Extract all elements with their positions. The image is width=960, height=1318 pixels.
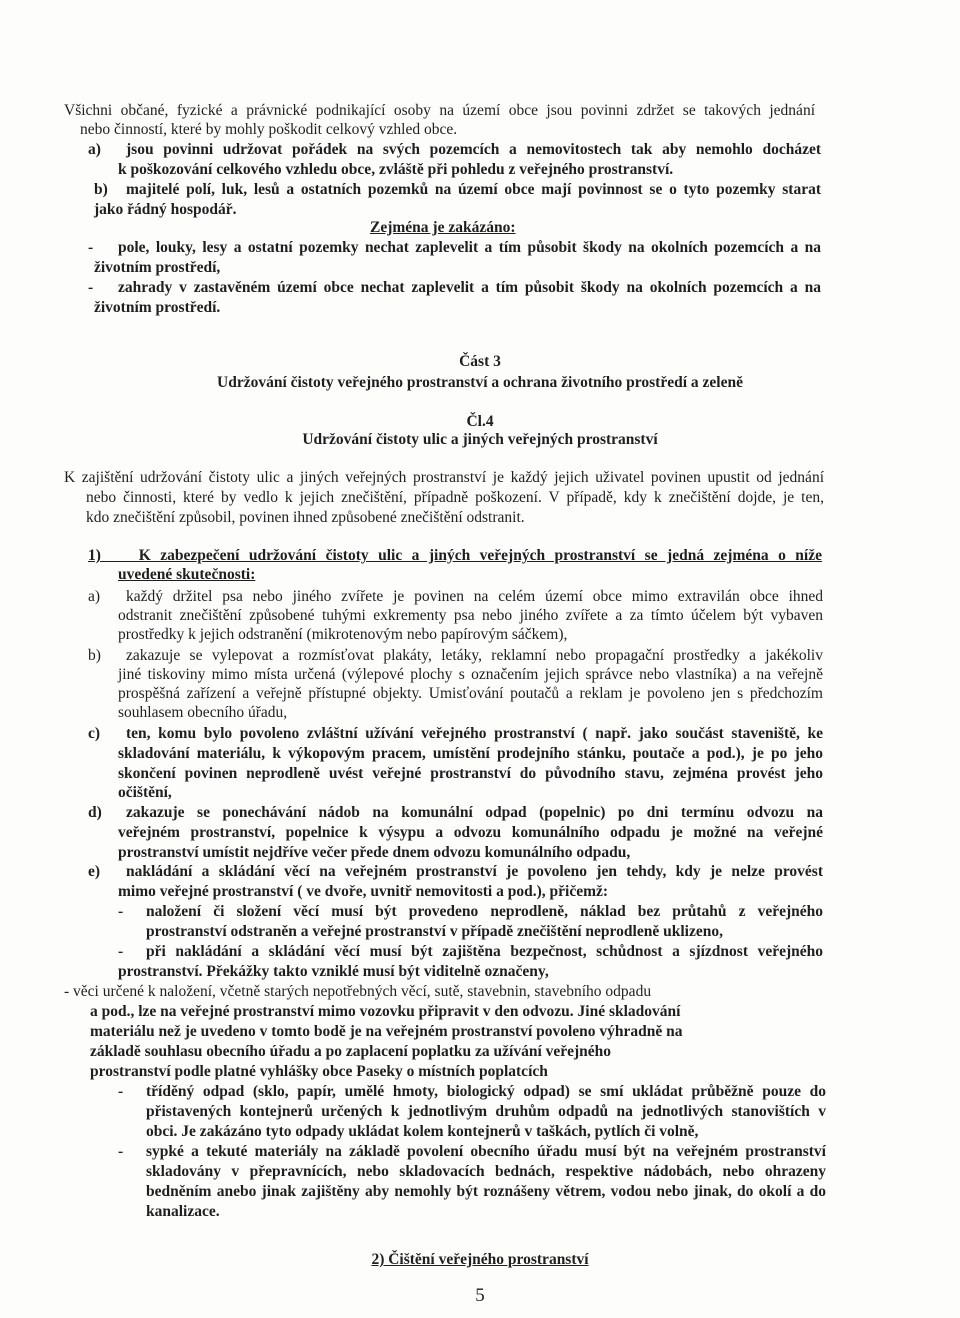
scan-mark [0,448,14,484]
list-dash: - [118,903,124,920]
list-item-text: jiné tiskoviny mimo místa určená (výlepové plochy s označením jejich správce nebo vlastníka) a na veřejně [118,666,823,683]
paragraph-line: a pod., lze na veřejné prostranství mimo vozovku připravit v den odvozu. Jiné skladování [90,1003,681,1020]
list-marker: c) [88,725,101,742]
list-item-text: prostranství odstraněn a veřejné prostranství v případě znečištění neprodleně uklizeno, [146,923,723,940]
section-heading: uvedené skutečnosti: [118,566,256,583]
list-dash: - [118,1083,124,1100]
list-item-text: sypké a tekuté materiály na základě povolení obecního úřadu musí být na veřejném prostranství [146,1143,826,1160]
list-item-text: jako řádný hospodář. [94,201,237,218]
paragraph-line: kdo znečištění způsobil, povinen ihned způsobené znečištění odstranit. [86,509,525,526]
list-item-text: jsou povinni udržovat pořádek na svých pozemcích a nemovitostech tak aby nemohlo docházet [126,141,821,158]
list-item-text: kanalizace. [146,1203,220,1220]
list-item-text: prostranství. Překážky takto vzniklé musí být viditelně označeny, [118,963,549,980]
list-item-text: naložení či složení věcí musí být provedeno neprodleně, náklad bez průtahů z veřejného [146,903,823,920]
paragraph-line: - věci určené k naložení, včetně starých nepotřebných věcí, sutě, stavebnin, stavebního odpadu [64,983,652,1000]
list-item-text: nakládání a skládání věcí na veřejném prostranství je povoleno jen tehdy, kdy je nelze provést [126,863,823,880]
list-item-text: ten, komu bylo povoleno zvláštní užívání veřejného prostranství ( např. jako součást staveniště, ke [126,725,823,742]
list-item-text: tříděný odpad (sklo, papír, umělé hmoty, biologický odpad) se smí ukládat průběžně pouze do [146,1083,826,1100]
list-dash: - [118,943,124,960]
paragraph-line: materiálu než je uvedeno v tomto bodě je na veřejném prostranství povoleno výhradně na [90,1023,683,1040]
list-marker: a) [88,141,101,158]
article-title: Udržování čistoty ulic a jiných veřejných prostranství [302,431,658,448]
list-item-text: každý držitel psa nebo jiného zvířete je povinen na celém území obce mimo extravilán obce ihned [126,588,823,605]
list-item-text: mimo veřejné prostranství ( ve dvoře, uvnitř nemovitosti a pod.), přičemž: [118,883,609,900]
list-marker: a) [88,588,101,605]
paragraph-line: nebo činnosti, které by vedlo k jejich znečištění, případně poškození. V případě, kdy k znečištění dojde, je ten, [86,489,824,506]
list-item-text: souhlasem obecního úřadu, [118,704,288,721]
list-item-text: skladování materiálu, k výkopovým pracem, umístění prodejního stánku, poutače a pod.), je po jeho [118,745,823,762]
scan-mark [0,838,14,878]
list-item-text: prostředky k jejich odstranění (mikrotenovým nebo papírovým sáčkem), [118,626,568,643]
list-item-text: životním prostředí, [94,259,221,276]
list-item-text: skladovány v přepravnících, nebo skladovacích bednách, respektive nádobách, nebo ohrazeny [146,1163,826,1180]
list-item-text: k poškozování celkového vzhledu obce, zvláště při pohledu z veřejného prostranství. [118,161,674,178]
article-label: Čl.4 [466,413,494,430]
list-item-text: zahrady v zastavěném území obce nechat zaplevelit a tím působit škody na okolních pozemcích a na [118,279,821,296]
list-item-text: životním prostředí. [94,299,221,316]
list-marker: e) [88,863,101,880]
list-item-text: obci. Je zakázáno tyto odpady ukládat kolem kontejnerů v taškách, pytlích či volně, [146,1123,699,1140]
section-heading: 1) K zabezpečení udržování čistoty ulic a jiných veřejných prostranství se jedná zejména o níže [88,547,822,564]
list-dash: - [88,279,94,296]
intro-line: Všichni občané, fyzické a právnické podnikající osoby na území obce jsou povinni zdržet se takových jednání [64,102,815,119]
paragraph-line: K zajištění udržování čistoty ulic a jiných veřejných prostranství je každý jejich uživatel povinen upustit od jednání [64,469,824,486]
list-marker: b) [88,647,101,664]
part-title: Udržování čistoty veřejného prostranství a ochrana životního prostředí a zeleně [217,374,743,391]
intro-line: nebo činností, které by mohly poškodit celkový vzhled obce. [80,121,458,138]
paragraph-line: základě souhlasu obecního úřadu a po zaplacení poplatku za užívání veřejného [90,1043,612,1060]
list-dash: - [88,239,94,256]
list-item-text: majitelé polí, luk, lesů a ostatních pozemků na území obce mají povinnost se o tyto pozemky starat [126,181,821,198]
list-item-text: při nakládání a skládání věcí musí být zajištěna bezpečnost, schůdnost a sjízdnost veřejného [146,943,823,960]
list-item-text: prostranství umístit nejdříve večer přede dnem odvozu komunálního odpadu, [118,844,631,861]
section-heading: 2) Čištění veřejného prostranství [371,1251,589,1268]
forbidden-heading: Zejména je zakázáno: [370,219,516,236]
list-item-text: prospěšná zařízení a veřejně přístupné objekty. Umisťování poutačů a reklam je povoleno jen s předchozím [118,685,823,702]
list-item-text: odstranit znečištění způsobené tuhými exkrementy psa nebo jiného zvířete a za tímto účelem být vybaven [118,607,823,624]
list-item-text: veřejném prostranství, popelnice k výsypu a odvozu komunálního odpadu je možné na veřejné [118,824,823,841]
list-item-text: bedněním anebo jinak zajištěny aby nemohly být roznášeny větrem, vodou nebo jinak, do okolí a do [146,1183,826,1200]
list-item-text: očištění, [118,784,172,801]
list-dash: - [118,1143,124,1160]
page-number: 5 [475,1285,485,1306]
list-marker: b) [94,181,108,198]
list-item-text: pole, louky, lesy a ostatní pozemky nechat zaplevelit a tím působit škody na okolních pozemcích a na [118,239,821,256]
list-item-text: přistavených kontejnerů určených k jednotlivým druhům odpadů na jednotlivých stanovištích v [146,1103,826,1120]
list-item-text: zakazuje se ponechávání nádob na komunální odpad (popelnic) po dni termínu odvozu na [126,804,823,821]
list-item-text: skončení povinen neprodleně uvést veřejné prostranství do původního stavu, zejména provést jeho [118,765,823,782]
list-marker: d) [88,804,102,821]
list-item-text: zakazuje se vylepovat a rozmísťovat plakáty, letáky, reklamní nebo propagační prostředky a jakékoliv [126,647,823,664]
paragraph-line: prostranství podle platné vyhlášky obce Paseky o místních poplatcích [90,1063,548,1080]
part-label: Část 3 [459,353,501,370]
